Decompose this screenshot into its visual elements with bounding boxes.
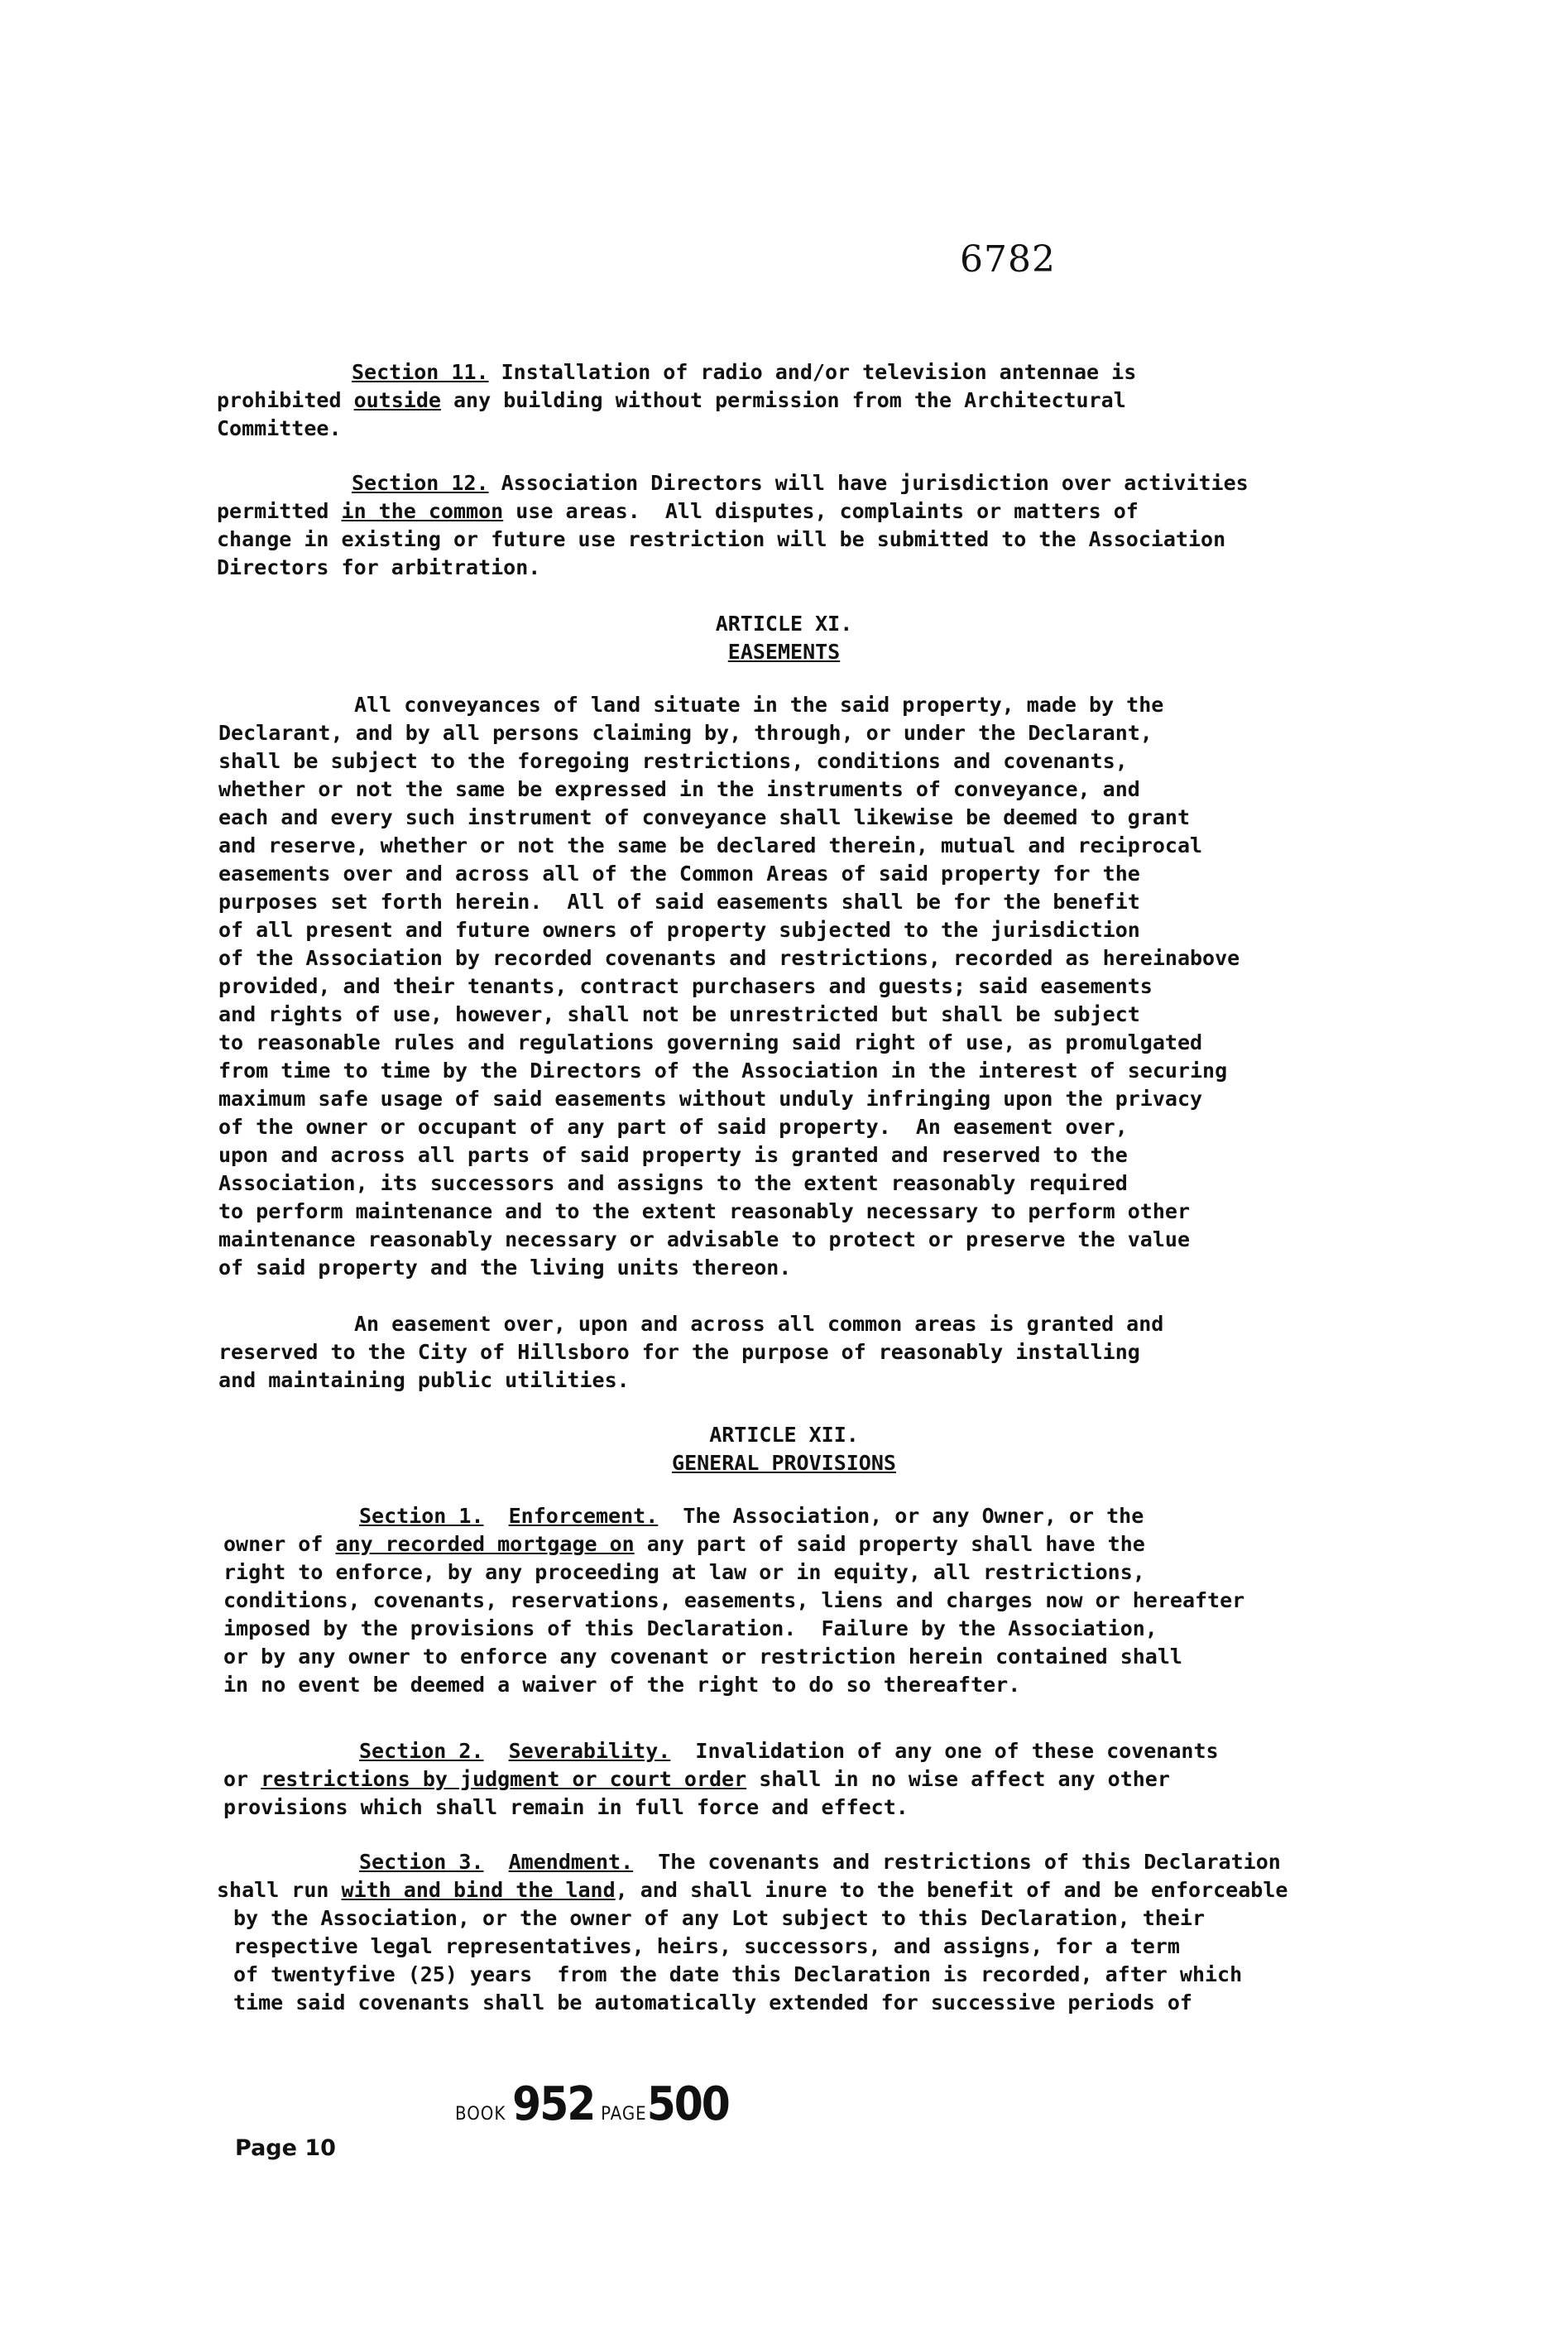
easements-para2-line1: An easement over, upon and across all common areas is granted and [354,1312,1164,1336]
easements-para1-line14: from time to time by the Directors of the Association in the interest of securing [218,1059,1228,1083]
section-12-line1 [352,468,1249,499]
s3-text-2b: with and bind the land [341,1878,616,1902]
section-11-line2 [217,386,1126,416]
easements-para2-line3: and maintaining public utilities. [218,1368,630,1392]
footer-page-label: Page 10 [235,2135,336,2161]
book-number: 952 [512,2077,595,2131]
s2-name: Severability. [508,1739,671,1763]
s3-gap [484,1850,509,1874]
article-11-heading: ARTICLE XI. [715,612,853,636]
s1-gap [484,1504,509,1528]
easements-para1-line12: and rights of use, however, shall not be unrestricted but shall be subject [218,1002,1140,1026]
book-label: BOOK [455,2104,506,2125]
s2-line1 [359,1736,1219,1767]
easements-para1-line21: of said property and the living units thereon. [218,1256,792,1280]
s1-line5: imposed by the provisions of this Declaration. Failure by the Association, [223,1616,1158,1640]
easements-para1-line17: upon and across all parts of said property is granted and reserved to the [218,1143,1128,1167]
s2-line2 [223,1765,1170,1795]
s1-name: Enforcement. [508,1504,659,1528]
s2-title: Section 2. [359,1739,484,1763]
article-11-subheading: EASEMENTS [727,640,841,664]
s2-gap [484,1739,509,1763]
s1-text-2c: any part of said property shall have the [634,1532,1145,1556]
section-11-line3: Committee. [217,416,342,440]
easements-para1-line16: of the owner or occupant of any part of said property. An easement over, [218,1115,1128,1139]
s1-title: Section 1. [359,1504,484,1528]
easements-para1-line15: maximum safe usage of said easements without unduly infringing upon the privacy [218,1087,1203,1111]
easements-para1-line2: Declarant, and by all persons claiming by, through, or under the Declarant, [218,721,1153,745]
section-12-text-2b: in the common [341,499,504,523]
s3-text-1: The covenants and restrictions of this Declaration [633,1850,1281,1874]
s1-line4: conditions, covenants, reservations, easements, liens and charges now or hereafter [223,1588,1245,1612]
easements-para1-line5: each and every such instrument of conveyance shall likewise be deemed to grant [218,805,1190,829]
section-11-title: Section 11. [352,360,489,384]
easements-para1-line18: Association, its successors and assigns to the extent reasonably required [218,1171,1128,1195]
s3-title: Section 3. [359,1850,484,1874]
s2-line3: provisions which shall remain in full force and effect. [223,1795,909,1819]
easements-para1-line10: of the Association by recorded covenants and restrictions, recorded as hereinabove [218,946,1240,970]
easements-para1-line3: shall be subject to the foregoing restrictions, conditions and covenants, [218,749,1128,773]
s2-text-1: Invalidation of any one of these covenants [670,1739,1219,1763]
s3-line3: by the Association, or the owner of any Lot subject to this Declaration, their [233,1906,1205,1930]
easements-para1-line7: easements over and across all of the Common Areas of said property for the [218,862,1140,886]
section-12-title: Section 12. [352,471,489,495]
s1-text-2a: owner of [223,1532,336,1556]
easements-para1-line11: provided, and their tenants, contract purchasers and guests; said easements [218,974,1153,998]
s3-line2 [217,1875,1287,1906]
section-11-line1 [352,358,1136,388]
easements-para1-line19: to perform maintenance and to the extent reasonably necessary to perform other [218,1199,1190,1223]
s3-text-2a: shall run [217,1878,342,1902]
easements-para1-line20: maintenance reasonably necessary or advisable to protect or preserve the value [218,1227,1190,1251]
s2-text-2c: shall in no wise affect any other [746,1767,1170,1791]
s1-line3: right to enforce, by any proceeding at law or in equity, all restrictions, [223,1560,1145,1584]
book-page-number: 500 [646,2077,729,2131]
article-12-heading: ARTICLE XII. [709,1423,859,1447]
s1-text-1: The Association, or any Owner, or the [658,1504,1144,1528]
article-12-subheading: GENERAL PROVISIONS [672,1451,896,1475]
section-12-text-1: Association Directors will have jurisdiction over activities [488,471,1249,495]
easements-para1-line1: All conveyances of land situate in the said property, made by the [354,693,1164,717]
section-12-text-2a: permitted [217,499,342,523]
easements-para2-line2: reserved to the City of Hillsboro for the purpose of reasonably installing [218,1340,1140,1364]
s1-line1 [359,1501,1144,1532]
easements-para1-line4: whether or not the same be expressed in the instruments of conveyance, and [218,777,1140,801]
page-prefix: PAGE [601,2104,647,2125]
s3-line1 [359,1847,1281,1878]
section-11-text-2a: prohibited [217,388,354,412]
section-12-line3: change in existing or future use restriction will be submitted to the Association [217,527,1226,551]
easements-para1-line9: of all present and future owners of property subjected to the jurisdiction [218,918,1140,942]
s1-line6: or by any owner to enforce any covenant or restriction herein contained shall [223,1645,1182,1669]
easements-para1-line13: to reasonable rules and regulations governing said right of use, as promulgated [218,1030,1203,1054]
s3-line6: time said covenants shall be automatically extended for successive periods of [233,1990,1192,2014]
s2-text-2b: restrictions by judgment or court order [261,1767,747,1791]
book-page-reference [455,2077,729,2131]
s3-line5: of twentyfive (25) years from the date this Declaration is recorded, after which [233,1962,1243,1986]
s1-text-2b: any recorded mortgage on [335,1532,635,1556]
s1-line7: in no event be deemed a waiver of the right to do so thereafter. [223,1673,1021,1697]
easements-para1-line8: purposes set forth herein. All of said easements shall be for the benefit [218,890,1140,914]
s1-line2 [223,1529,1145,1560]
page-number-top: 6782 [960,238,1056,281]
section-11-text-2c: any building without permission from the Architectural [440,388,1126,412]
s3-text-2c: , and shall inure to the benefit of and be enforceable [615,1878,1288,1902]
section-11-text-1: Installation of radio and/or television antennae is [488,360,1137,384]
section-12-text-2c: use areas. All disputes, complaints or matters of [503,499,1139,523]
s2-text-2a: or [223,1767,261,1791]
section-12-line4: Directors for arbitration. [217,555,541,579]
s3-line4: respective legal representatives, heirs, successors, and assigns, for a term [233,1934,1180,1958]
easements-para1-line6: and reserve, whether or not the same be declared therein, mutual and reciprocal [218,833,1203,857]
section-12-line2 [217,497,1139,527]
section-11-text-2b: outside [353,388,441,412]
s3-name: Amendment. [508,1850,634,1874]
